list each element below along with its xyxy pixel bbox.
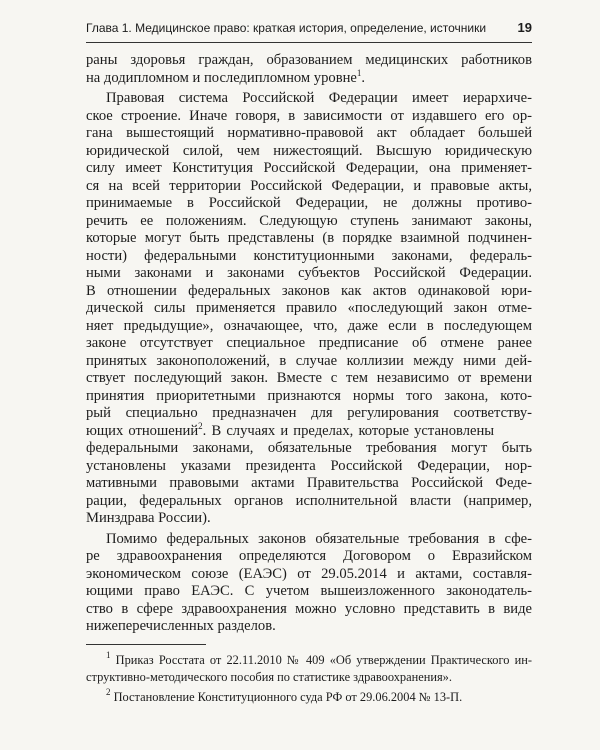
- text-line: экономическом союзе (ЕАЭС) от 29.05.2014 и актами, составля-: [86, 565, 532, 582]
- text-line: няет предыдущие», означающее, что, даже если в последующем: [86, 317, 532, 334]
- text-line: дической силы применяется правило «последующий закон отме-: [86, 300, 532, 316]
- text-line: ющими право ЕАЭС. С учетом вышеизложенного законодатель-: [86, 583, 532, 599]
- text-line: ся на всей территории Российской Федерации, и правовые акты,: [86, 177, 532, 194]
- text-line: ре здравоохранения определяются Договором о Евразийском: [86, 548, 532, 564]
- text-line: принятых законоположений, в случае коллизии между ними дей-: [86, 352, 532, 369]
- footnote-text: Постановление Конституционного суда РФ от 29.06.2004 № 13-П.: [113, 690, 463, 704]
- footnote-2: [86, 689, 532, 706]
- text-line: В отношении федеральных законов как актов одинаковой юри-: [86, 282, 532, 299]
- text-line: раны здоровья граждан, образованием медицинских работников: [86, 52, 532, 68]
- footnote-text: Приказ Росстата от 22.11.2010 № 409 «Об утверждении Практического ин-: [115, 653, 532, 667]
- text-line: ствует последующий закон. Вместе с тем независимо от времени: [86, 370, 532, 386]
- text-line: речить ее положениям. Следующую ступень занимают законы,: [86, 212, 532, 229]
- text-line: мативными правовыми актами Правительства Российской Феде-: [86, 475, 532, 491]
- text-line: Помимо федеральных законов обязательные требования в сфе-: [106, 530, 532, 547]
- text-line: Правовая система Российской Федерации имеет иерархиче-: [106, 90, 532, 106]
- text-line: ности) федеральными конституционными законами, федераль-: [86, 247, 532, 264]
- text-line: федеральными законами, обязательные требования могут быть: [86, 440, 532, 456]
- text-line: Минздрава России).: [86, 510, 211, 526]
- text-line: принятия приоритетными признаются нормы того закона, кото-: [86, 387, 532, 404]
- footnote-ref-2: 2: [198, 420, 203, 431]
- page-number: 19: [517, 20, 532, 35]
- text-line: на додипломном и последипломном уровне$^1$.: [86, 67, 366, 86]
- text-fragment: на додипломном и последипломном уровне: [86, 69, 357, 86]
- footnote-divider: [86, 644, 206, 645]
- header-divider: [86, 42, 532, 43]
- text-line: законе отсутствует специальное предписание об отмене ранее: [86, 335, 532, 351]
- text-line: гана вышестоящий нормативно-правовой акт обладает большей: [86, 125, 532, 141]
- text-line: нижеперечисленных разделов.: [86, 618, 276, 634]
- text-line: которые могут быть представлены (в порядке взаимной подчинен-: [86, 230, 532, 246]
- text-line: юридической силой, чем нижестоящий. Высшую юридическую: [86, 142, 532, 159]
- text-line: рый специально предназначен для регулирования соответству-: [86, 405, 532, 421]
- text-line: ство в сфере здравоохранения можно условно представить в виде: [86, 600, 532, 617]
- text-line: ское строение. Иначе говоря, в зависимости от издавшего его ор-: [86, 107, 532, 124]
- text-line: силу имеет Конституция Российской Федерации, она применяет-: [86, 160, 532, 176]
- text-line: установлены указами президента Российской Федерации, нор-: [86, 457, 532, 474]
- text-line: ными законами и законами субъектов Российской Федерации.: [86, 265, 532, 281]
- footnote-mark-2: 2: [106, 687, 111, 697]
- footnote-1: [86, 652, 532, 669]
- text-line: [86, 420, 532, 441]
- chapter-title: Глава 1. Медицинское право: краткая история, определение, источники: [86, 21, 487, 35]
- text-line: рации, федеральных органов исполнительной власти (например,: [86, 492, 532, 509]
- footnote-mark-1: 1: [106, 650, 111, 660]
- footnote-ref-1: 1: [356, 67, 362, 78]
- text-line: принимаемые в Российской Федерации, не должны противо-: [86, 195, 532, 211]
- text-fragment: . В случаях и пределах, которые установлены: [202, 422, 495, 439]
- text-fragment: ющих отношений: [86, 422, 199, 439]
- footnote-1-cont: структивно-методического пособия по статистике здравоохранения».: [86, 670, 452, 684]
